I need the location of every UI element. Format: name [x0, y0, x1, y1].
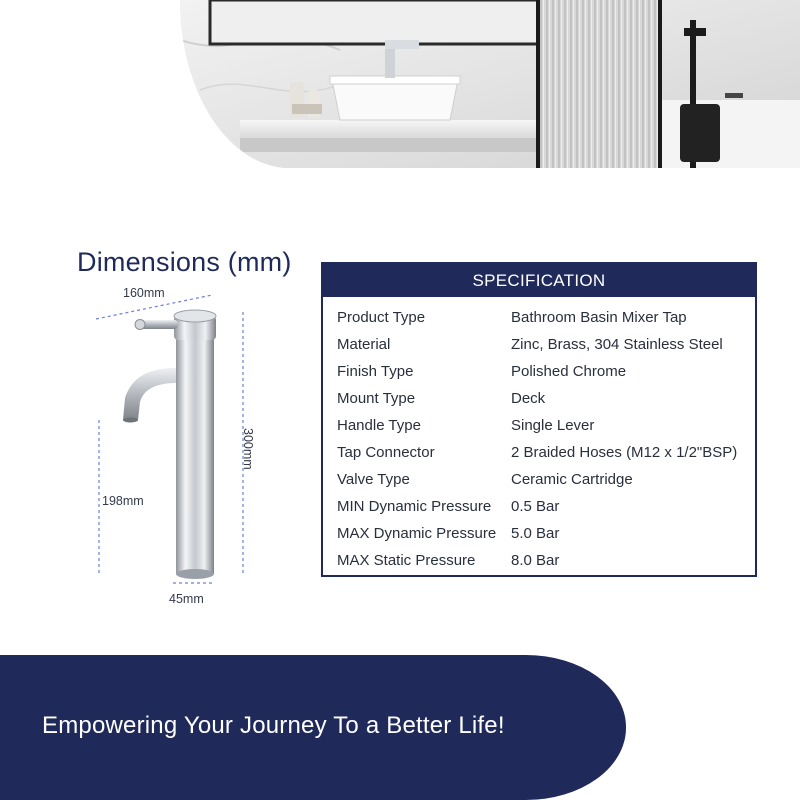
height-dimension-label: 300mm — [241, 428, 255, 470]
spec-row — [323, 386, 755, 413]
spout-height-label: 198mm — [102, 494, 144, 508]
spec-key: Tap Connector — [337, 444, 435, 461]
spec-key: Finish Type — [337, 363, 414, 380]
spec-value: Bathroom Basin Mixer Tap — [511, 309, 687, 326]
width-dimension-label: 160mm — [123, 286, 165, 300]
dimensions-title: Dimensions (mm) — [77, 247, 292, 277]
spec-row — [323, 521, 755, 548]
spec-key: Product Type — [337, 309, 426, 326]
spec-row — [323, 440, 755, 467]
bathroom-scene-photo — [180, 0, 800, 168]
specification-rows — [323, 305, 755, 575]
spec-value: Polished Chrome — [511, 363, 627, 380]
specification-table — [321, 262, 757, 577]
spec-value: 5.0 Bar — [511, 525, 560, 542]
spec-key: Mount Type — [337, 390, 416, 407]
spec-row — [323, 548, 755, 575]
spec-key: Material — [337, 336, 391, 353]
spec-key: MIN Dynamic Pressure — [337, 498, 492, 515]
spec-row — [323, 467, 755, 494]
spec-row — [323, 494, 755, 521]
hero-bathroom-photo — [180, 0, 800, 168]
spec-value: 2 Braided Hoses (M12 x 1/2"BSP) — [511, 444, 738, 461]
spec-value: Zinc, Brass, 304 Stainless Steel — [511, 336, 723, 353]
spec-key: Handle Type — [337, 417, 421, 434]
spec-value: Ceramic Cartridge — [511, 471, 633, 488]
specification-header: SPECIFICATION — [323, 264, 755, 297]
spec-row — [323, 413, 755, 440]
tap-dimension-drawing — [80, 280, 280, 620]
spec-value: 0.5 Bar — [511, 498, 560, 515]
banner-tagline: Empowering Your Journey To a Better Life! — [42, 712, 505, 739]
base-diameter-label: 45mm — [169, 592, 204, 606]
spec-value: 8.0 Bar — [511, 552, 560, 569]
spec-value: Single Lever — [511, 417, 595, 434]
spec-value: Deck — [511, 390, 546, 407]
spec-row — [323, 332, 755, 359]
spec-key: MAX Static Pressure — [337, 552, 476, 569]
spec-key: MAX Dynamic Pressure — [337, 525, 497, 542]
spec-key: Valve Type — [337, 471, 410, 488]
spec-row — [323, 359, 755, 386]
spec-row — [323, 305, 755, 332]
